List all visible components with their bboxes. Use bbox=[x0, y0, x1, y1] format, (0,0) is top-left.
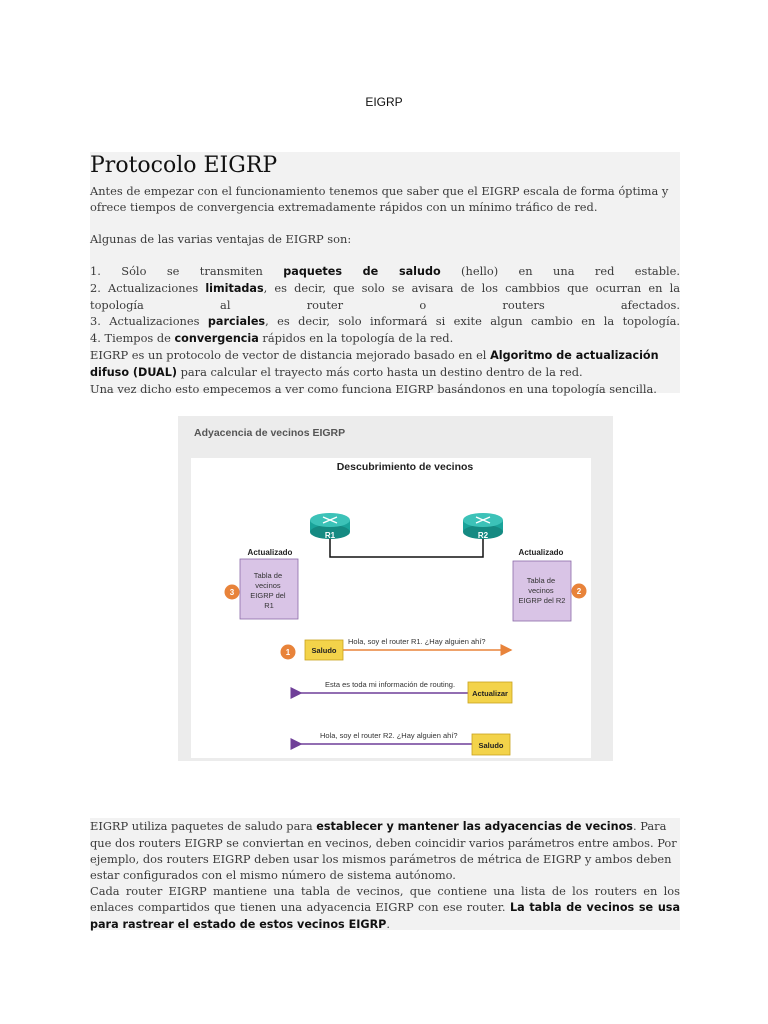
left-status-label: Actualizado bbox=[247, 548, 293, 557]
intro-paragraph: Antes de empezar con el funcionamiento tenemos que saber que el EIGRP escala de forma óptima y ofrece tiempos de convergencia extremadamente rápidos con un mínimo tráfico de red. bbox=[90, 184, 669, 214]
dual-paragraph: EIGRP es un protocolo de vector de distancia mejorado basado en el Algoritmo de actualización difuso (DUAL) para calcular el trayecto más corto hasta un destino dentro de la red. bbox=[90, 348, 659, 379]
neighbor-discovery-figure bbox=[178, 416, 613, 761]
page-header: EIGRP bbox=[365, 95, 403, 109]
advantage-item-2: 2. Actualizaciones limitadas, es decir, que solo se avisara de los cambbios que ocurran en la topología al router o routers afectados. bbox=[90, 281, 680, 312]
msg1-text: Hola, soy el router R1. ¿Hay alguien ahí? bbox=[348, 637, 486, 646]
msg2-text: Esta es toda mi información de routing. bbox=[325, 680, 456, 689]
left-table-text: Tabla de vecinos EIGRP del R1 bbox=[250, 571, 286, 610]
svg-text:1: 1 bbox=[285, 648, 291, 657]
router-r2-icon bbox=[463, 513, 503, 540]
right-status-label: Actualizado bbox=[518, 548, 564, 557]
svg-text:Saludo: Saludo bbox=[311, 646, 337, 655]
msg3-text: Hola, soy el router R2. ¿Hay alguien ahí? bbox=[320, 731, 458, 740]
closing-paragraph: Una vez dicho esto empecemos a ver como funciona EIGRP basándonos en una topología sencilla. bbox=[90, 382, 657, 396]
router-r1-label: R1 bbox=[324, 531, 336, 540]
right-table-text: Tabla de vecinos EIGRP del R2 bbox=[518, 576, 566, 605]
section-neighbor-table bbox=[90, 818, 680, 930]
router-r1-icon bbox=[310, 513, 350, 540]
router-r2-label: R2 bbox=[477, 531, 489, 540]
svg-text:Saludo: Saludo bbox=[478, 741, 504, 750]
advantage-item-4: 4. Tiempos de convergencia rápidos en la topología de la red. bbox=[90, 331, 454, 345]
hello-packets-paragraph: EIGRP utiliza paquetes de saludo para establecer y mantener las adyacencias de vecinos. Para que dos routers EIGRP se conviertan en vecinos, deben coincidir varios parámetros entre ambos. Por ejemplo, dos routers EIGRP deben usar los mismos parámetros de métrica de EIGRP y ambos deben estar configurados con el mismo número de sistema autónomo. bbox=[90, 819, 677, 882]
advantage-item-3: 3. Actualizaciones parciales, es decir, solo informará si exite algun cambio en la topología. bbox=[90, 314, 680, 328]
diagram-title: Descubrimiento de vecinos bbox=[336, 461, 474, 473]
advantages-intro: Algunas de las varias ventajas de EIGRP son: bbox=[90, 232, 352, 246]
svg-text:Actualizar: Actualizar bbox=[472, 689, 508, 698]
advantage-item-1: 1. Sólo se transmiten paquetes de saludo (hello) en una red estable. bbox=[90, 264, 681, 278]
figure-caption: Adyacencia de vecinos EIGRP bbox=[194, 427, 346, 439]
svg-text:2: 2 bbox=[576, 587, 582, 596]
neighbor-table-paragraph: Cada router EIGRP mantiene una tabla de vecinos, que contiene una lista de los routers en los enlaces compartidos que tienen una adyacencia EIGRP con ese router. La tabla de vecinos se usa para rastrear el estado de estos vecinos EIGRP. bbox=[90, 884, 680, 931]
section-title: Protocolo EIGRP bbox=[90, 153, 278, 178]
svg-text:3: 3 bbox=[229, 588, 235, 597]
section-eigrp-intro bbox=[90, 152, 681, 396]
